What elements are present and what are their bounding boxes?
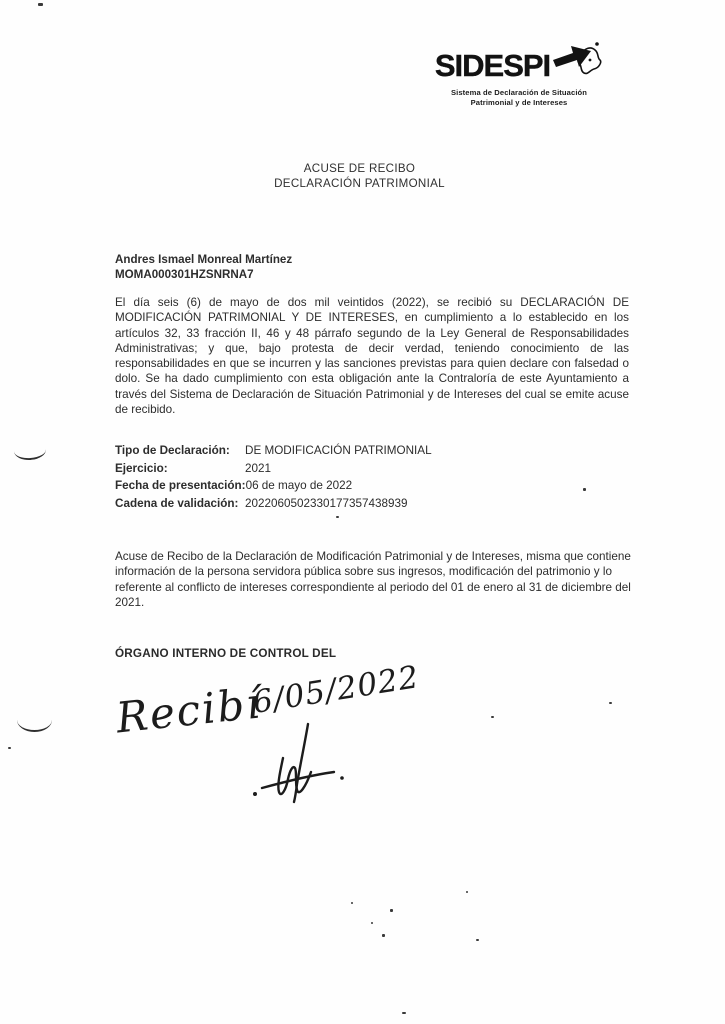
- handwritten-date: 6/05/2022: [250, 659, 422, 721]
- scan-speck: [402, 1012, 406, 1014]
- scan-speck: [382, 934, 385, 937]
- field-label: Ejercicio:: [115, 461, 168, 475]
- document-title-line2: DECLARACIÓN PATRIMONIAL: [274, 176, 445, 190]
- scan-speck: [583, 488, 586, 491]
- field-value: 06 de mayo de 2022: [245, 479, 353, 493]
- field-row-fecha: [115, 479, 432, 497]
- handwritten-received-note: Recibí: [113, 678, 264, 743]
- document-title: [0, 162, 719, 191]
- scan-speck: [491, 716, 494, 718]
- field-value: 2022060502330177357438939: [245, 497, 408, 511]
- field-row-ejercicio: [115, 462, 432, 480]
- field-label: Cadena de validación:: [115, 497, 239, 511]
- signature-icon: [250, 722, 360, 809]
- scan-speck: [476, 939, 479, 941]
- field-label: Tipo de Declaración:: [115, 444, 230, 457]
- pen-mark-arc: [17, 708, 52, 732]
- addressee-name: Andres Ismael Monreal Martínez: [115, 253, 293, 266]
- logo-tagline-line1: Sistema de Declaración de Situación: [450, 88, 588, 97]
- scan-speck: [38, 3, 43, 6]
- scan-speck: [8, 747, 11, 749]
- scan-speck: [351, 902, 353, 904]
- sidespi-logo: [434, 44, 600, 107]
- office-heading: ÓRGANO INTERNO DE CONTROL DEL: [115, 647, 337, 660]
- sidespi-arrow-map-icon: [551, 38, 603, 87]
- pen-mark-arc: [13, 440, 46, 461]
- addressee-block: [115, 253, 292, 283]
- field-row-cadena: [115, 497, 432, 515]
- sidespi-logo-text: SIDESPI: [434, 47, 551, 83]
- field-row-tipo: [115, 444, 432, 462]
- summary-paragraph: Acuse de Recibo de la Declaración de Modificación Patrimonial y de Intereses, misma que contiene información de la persona servidora pública sobre sus ingresos, modificación del patrimonio y lo referente al conflicto de intereses correspondiente al periodo del 01 de enero al 31 de diciembre del 2021.: [115, 550, 631, 609]
- declaration-fields: [115, 444, 432, 515]
- logo-tagline-line2: Patrimonial y de Intereses: [470, 97, 568, 107]
- scan-speck: [609, 702, 612, 704]
- field-value: 2021: [245, 461, 272, 475]
- scan-speck: [390, 909, 393, 912]
- scan-speck: [466, 891, 468, 893]
- document-title-line1: ACUSE DE RECIBO: [303, 162, 416, 175]
- addressee-id: MOMA000301HZSNRNA7: [115, 267, 254, 281]
- scan-speck: [371, 922, 373, 924]
- field-label: Fecha de presentación:: [115, 479, 246, 493]
- receipt-paragraph: El día seis (6) de mayo de dos mil veintidos (2022), se recibió su DECLARACIÓN DE MODIFICACIÓN PATRIMONIAL Y DE INTERESES, en cumplimiento a lo establecido en los artículos 32, 33 fracción II, 46 y 48 párrafo segundo de la Ley General de Responsabilidades Administrativas; y que, bajo protesta de decir verdad, teniendo conocimiento de las responsabilidades en que se incurren y las sanciones previstas para quien declare con falsedad o dolo. Se ha dado cumplimiento con esta obligación ante la Contraloría de este Ayuntamiento a través del Sistema de Declaración de Situación Patrimonial y de Intereses del cual se emite acuse de recibido.: [115, 296, 629, 417]
- field-value: DE MODIFICACIÓN PATRIMONIAL: [245, 444, 432, 457]
- scan-speck: [336, 516, 339, 518]
